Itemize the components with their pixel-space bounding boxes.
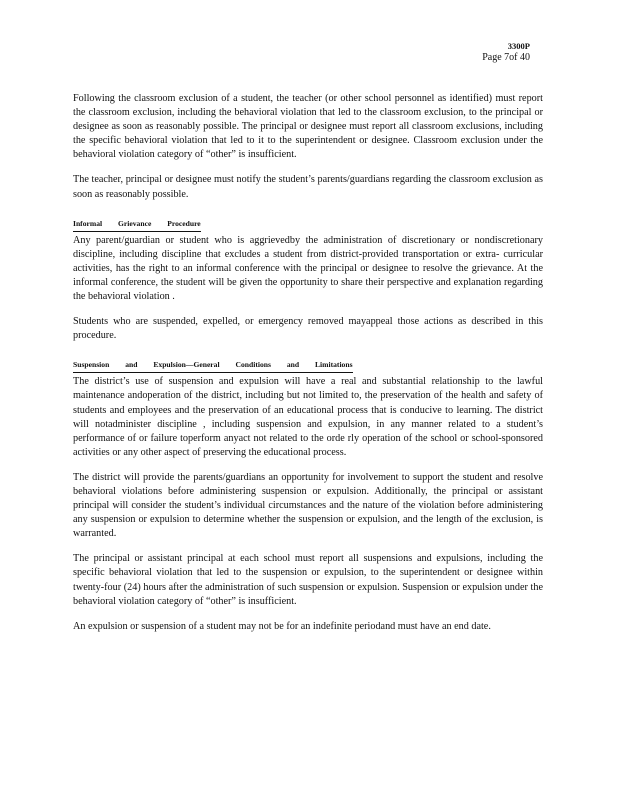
section-heading-informal-grievance: Informal Grievance Procedure — [73, 218, 201, 232]
paragraph-suspension-relationship: The district’s use of suspension and expulsion will have a real and substantial relationship to the lawful maintenance andoperation of the district, including but not limited to, the preservation of the health and safety of students and employees and the preservation of an educational process that is conducive to learning. The district will notadminister discipline , including suspension and expulsion, in any manner related to a student’s performance of or failure toperform anyact not related to the orde rly operation of the school or school-sponsored activities or any other aspect of preserving the educational process. — [73, 376, 543, 458]
paragraph-appeal: Students who are suspended, expelled, or emergency removed mayappeal those actions as described in this procedure. — [73, 316, 543, 342]
paragraph-classroom-exclusion-report: Following the classroom exclusion of a student, the teacher (or other school personnel as identified) must report the classroom exclusion, including the behavioral violation that led to the classroom exclusion, to the principal or designee as soon as reasonably possible. The principal or designee must report all classroom exclusions, including the specific behavioral violation that led to it to the superintendent or designee. Classroom exclusion under the behavioral violation category of “other” is insufficient. — [73, 93, 543, 161]
paragraph-end-date: An expulsion or suspension of a student may not be for an indefinite periodand must have an end date. — [73, 620, 491, 632]
paragraph-grievance-conference: Any parent/guardian or student who is aggrievedby the administration of discretionary or nondiscretionary discipline, including discipline that excludes a student from district-provided transportation or extra- curricular activities, has the right to an informal conference with the principal or designee to resolve the grievance. At the informal conference, the student will be given the opportunity to share their perspective and explanation regarding the behavioral violation . — [73, 234, 543, 303]
section-heading-suspension-expulsion: Suspension and Expulsion—General Conditions and Limitations — [73, 359, 353, 373]
document-body — [73, 92, 543, 645]
paragraph-reporting-requirement: The principal or assistant principal at each school must report all suspensions and expulsions, including the specific behavioral violation that led to the suspension or expulsion, to the superintendent or designee within twenty-four (24) hours after the administration of such suspension or expulsion. Suspension or expulsion under the behavioral violation category of “other” is insufficient. — [73, 553, 543, 607]
page-header — [482, 40, 530, 64]
paragraph-parent-notification: The teacher, principal or designee must notify the student’s parents/guardians regarding the classroom exclusion as soon as reasonably possible. — [73, 174, 543, 200]
paragraph-parent-involvement: The district will provide the parents/guardians an opportunity for involvement to support the student and resolve behavioral violations before administering suspension or expulsion. Additionally, the principal or assistant principal will consider the student’s individual circumstances and the nature of the violation before administering any suspension or expulsion to determine whether the suspension or expulsion, and the length of the exclusion, is warranted. — [73, 471, 543, 540]
page-number: Page 7of 40 — [482, 52, 530, 63]
policy-code: 3300P — [507, 41, 530, 51]
